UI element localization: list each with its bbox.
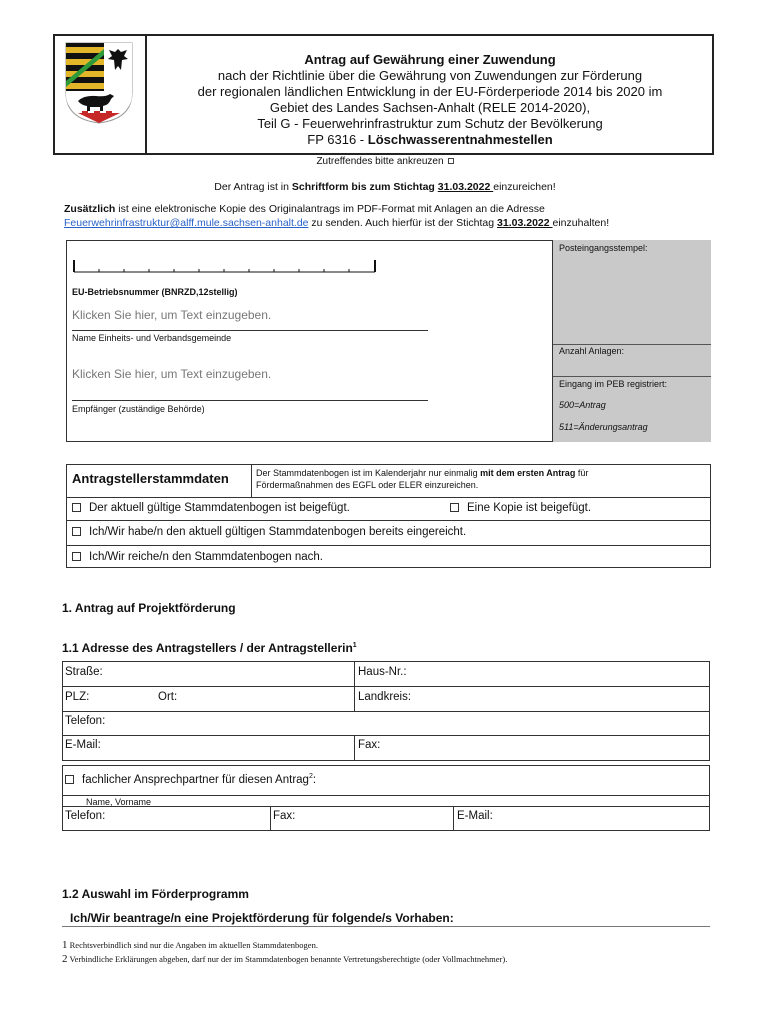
deadline-notice: Der Antrag ist in Schriftform bis zum Stichtag 31.03.2022 einzureichen! [214,181,556,193]
plz-field[interactable]: PLZ: [65,691,90,703]
header-divider [145,34,147,155]
header-line-4: Teil G - Feuerwehrinfrastruktur zum Schutz der Bevölkerung [257,116,603,131]
hausnr-field[interactable]: Haus-Nr.: [358,666,407,678]
checkbox-icon[interactable] [65,775,74,784]
checkbox-icon [448,158,454,164]
option-bereits-eingereicht[interactable]: Ich/Wir habe/n den aktuell gültigen Stammdatenbogen bereits eingereicht. [72,526,466,538]
section-1-2-title: 1.2 Auswahl im Förderprogramm [62,887,249,901]
col-divider [354,661,355,711]
strasse-field[interactable]: Straße: [65,666,103,678]
section-1-2-subtitle: Ich/Wir beantrage/n eine Projektförderung für folgende/s Vorhaben: [70,911,454,925]
header-line-2: der regionalen ländlichen Entwicklung in der EU-Förderperiode 2014 bis 2020 im [197,84,663,99]
contact-row [62,807,710,831]
office-use-panel [552,240,711,442]
gemeinde-label: Name Einheits- und Verbandsgemeinde [72,333,232,343]
email-field[interactable]: E-Mail: [65,739,101,751]
code-aenderungsantrag: 511=Änderungsantrag [559,422,648,432]
name-row[interactable] [62,795,710,807]
col-divider [453,807,454,831]
telefon-field[interactable]: Telefon: [65,715,106,727]
row-divider [66,520,711,521]
row-divider [62,686,710,687]
gemeinde-underline [72,330,428,331]
row-divider [66,497,711,498]
ort-field[interactable]: Ort: [158,691,178,703]
contact-email-field[interactable]: E-Mail: [457,810,493,822]
ansprechpartner-option[interactable]: fachlicher Ansprechpartner für diesen Antrag$^2$: [65,773,316,786]
code-antrag: 500=Antrag [559,400,606,410]
section-1-title: 1. Antrag auf Projektförderung [62,601,236,615]
header-line-5: FP 6316 - Löschwasserentnahmestellen [307,132,553,147]
row-divider [62,711,710,712]
checkbox-icon[interactable] [72,527,81,536]
option-nachreichen[interactable]: Ich/Wir reiche/n den Stammdatenbogen nach. [72,551,323,563]
footnote-1: 1 Rechtsverbindlich sind nur die Angaben im aktuellen Stammdatenbogen. [62,939,318,951]
email-link[interactable]: Feuerwehrinfrastruktur@alff.mule.sachsen-anhalt.de [64,217,309,229]
tick-note: Zutreffendes bitte ankreuzen [150,156,620,167]
empfaenger-underline [72,400,428,401]
contact-telefon-field[interactable]: Telefon: [65,810,106,822]
row-divider [62,735,710,736]
checkbox-icon[interactable] [72,552,81,561]
section-underline [62,926,710,927]
fax-field[interactable]: Fax: [358,739,381,751]
row-divider [66,545,711,546]
betriebsnummer-input[interactable] [70,257,380,275]
landkreis-field[interactable]: Landkreis: [358,691,412,703]
header-text [150,52,710,148]
stammdaten-heading: Antragstellerstammdaten [72,471,229,486]
contact-fax-field[interactable]: Fax: [273,810,296,822]
header-line-3: Gebiet des Landes Sachsen-Anhalt (RELE 2014-2020), [269,100,591,115]
empfaenger-input[interactable]: Klicken Sie hier, um Text einzugeben. [72,367,272,381]
peb-label: Eingang im PEB registriert: [559,379,668,389]
stamp-label: Posteingangsstempel: [559,243,648,253]
col-divider [270,807,271,831]
panel-divider [553,376,711,377]
gemeinde-input[interactable]: Klicken Sie hier, um Text einzugeben. [72,308,272,322]
option-kopie-beigefuegt[interactable]: Eine Kopie ist beigefügt. [450,502,591,514]
checkbox-icon[interactable] [72,503,81,512]
stammdaten-note: Der Stammdatenbogen ist im Kalenderjahr nur einmalig mit dem ersten Antrag für Fördermaßnahmen des EGFL oder ELER einzureichen. [256,468,589,490]
form-title: Antrag auf Gewährung einer Zuwendung [304,52,556,67]
option-stammdaten-beigefuegt[interactable]: Der aktuell gültige Stammdatenbogen ist beigefügt. [72,502,350,514]
checkbox-icon[interactable] [450,503,459,512]
footnote-2: 2 Verbindliche Erklärungen abgeben, darf nur der im Stammdatenbogen benannte Vertretungsberechtigte (oder Vollmachtnehmer). [62,953,508,965]
col-divider [251,464,252,497]
name-label: Name, Vorname [86,797,152,807]
section-1-1-title: 1.1 Adresse des Antragstellers / der Antragstellerin$^1$ [62,641,357,655]
copy-notice: Zusätzlich ist eine elektronische Kopie des Originalantrags im PDF-Format mit Anlagen an die Adresse Feuerwehrinfrastruktur@alff.mule.sachsen-anhalt.de zu senden. Auch hierfür ist der Stichtag 31.03.2022 einzuhalten! [64,203,610,229]
betriebsnummer-label: EU-Betriebsnummer (BNRZD,12stellig) [72,287,238,297]
col-divider [354,735,355,761]
empfaenger-label: Empfänger (zuständige Behörde) [72,404,205,414]
header-line-1: nach der Richtlinie über die Gewährung von Zuwendungen zur Förderung [217,68,643,83]
panel-divider [553,344,711,345]
coat-of-arms-icon [64,41,134,125]
anlagen-label: Anzahl Anlagen: [559,346,625,356]
